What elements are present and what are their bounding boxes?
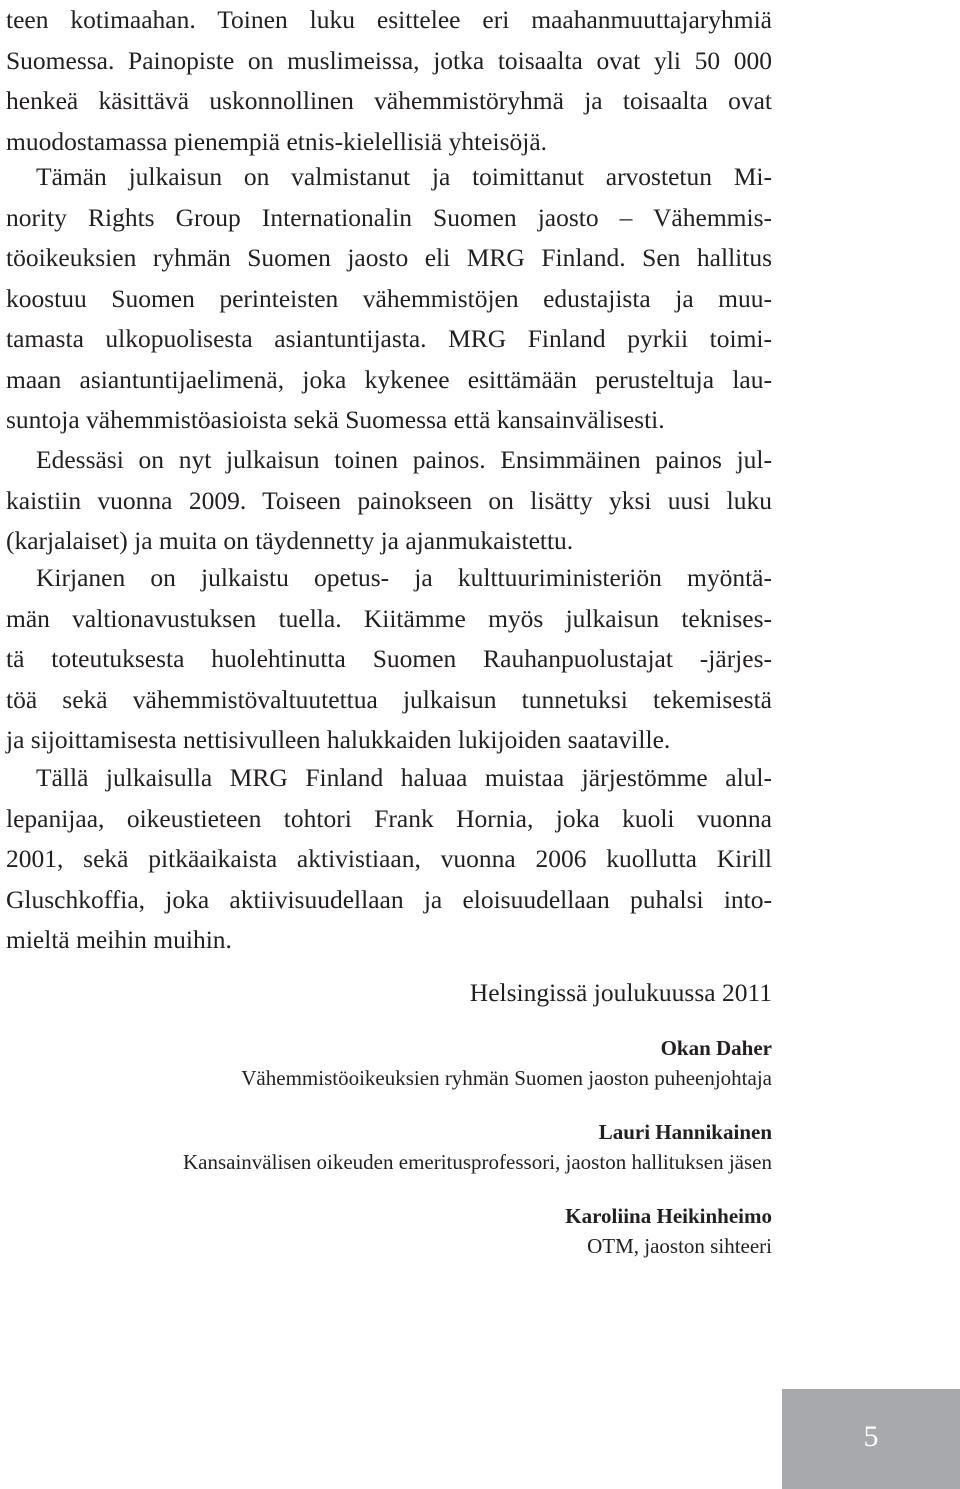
- text-line: tä toteutuksesta huolehtinutta Suomen Rauhanpuolustajat -järjes-: [6, 644, 772, 673]
- text-line: suntoja vähemmistöasioista sekä Suomessa että kansainvälisesti.: [6, 405, 665, 434]
- text-line: maan asiantuntijaelimenä, joka kykenee esittämään perusteltuja lau-: [6, 364, 772, 394]
- signatory-role: Vähemmistöoikeuksien ryhmän Suomen jaoston puheenjohtaja: [241, 1066, 772, 1090]
- text-line: töä sekä vähemmistövaltuutettua julkaisun tunnetuksi tekemisestä: [6, 684, 772, 714]
- text-line: ja sijoittamisesta nettisivulleen halukkaiden lukijoiden saataville.: [6, 725, 671, 754]
- text-line: Tämän julkaisun on valmistanut ja toimittanut arvostetun Mi-: [36, 162, 772, 191]
- text-line: nority Rights Group Internationalin Suomen jaosto – Vähemmis-: [6, 202, 772, 232]
- text-line: henkeä käsittävä uskonnollinen vähemmistöryhmä ja toisaalta ovat: [6, 86, 772, 115]
- paragraph-3: [6, 440, 772, 562]
- text-line: Gluschkoffia, joka aktiivisuudellaan ja eloisuudellaan puhalsi into-: [6, 884, 772, 914]
- text-line: Suomessa. Painopiste on muslimeissa, jotka toisaalta ovat yli 50 000: [6, 45, 772, 75]
- text-line: kaistiin vuonna 2009. Toiseen painokseen on lisätty yksi uusi luku: [6, 485, 772, 515]
- signatory-name: Okan Daher: [660, 1036, 772, 1060]
- paragraph-5: [6, 758, 772, 961]
- text-line: mieltä meihin muihin.: [6, 925, 232, 954]
- text-line: 2001, sekä pitkäaikaista aktivistiaan, vuonna 2006 kuollutta Kirill: [6, 844, 772, 873]
- text-line: Kirjanen on julkaistu opetus- ja kulttuuriministeriön myöntä-: [36, 563, 772, 592]
- text-line: koostuu Suomen perinteisten vähemmistöjen edustajista ja muu-: [6, 283, 772, 313]
- signatory-name: Lauri Hannikainen: [598, 1120, 772, 1144]
- paragraph-4: [6, 558, 772, 761]
- page-number: 5: [863, 1420, 879, 1453]
- signatory-block: [241, 1033, 772, 1093]
- page-number-tab: [782, 1389, 960, 1489]
- signatory-name: Karoliina Heikinheimo: [565, 1204, 772, 1228]
- signatory-role: OTM, jaoston sihteeri: [587, 1234, 772, 1258]
- signatory-block: [565, 1201, 772, 1261]
- text-line: lepanijaa, oikeustieteen tohtori Frank Hornia, joka kuoli vuonna: [6, 803, 772, 833]
- text-line: teen kotimaahan. Toinen luku esittelee eri maahanmuuttajaryhmiä: [6, 5, 772, 34]
- place-and-date: Helsingissä joulukuussa 2011: [469, 978, 772, 1007]
- text-line: män valtionavustuksen tuella. Kiitämme myös julkaisun teknises-: [6, 603, 772, 633]
- text-line: muodostamassa pienempiä etnis-kielellisiä yhteisöjä.: [6, 126, 548, 156]
- text-line: töoikeuksien ryhmän Suomen jaosto eli MRG Finland. Sen hallitus: [6, 243, 772, 272]
- text-line: (karjalaiset) ja muita on täydennetty ja ajanmukaistettu.: [6, 526, 574, 555]
- paragraph-2: [6, 157, 772, 441]
- text-line: Tällä julkaisulla MRG Finland haluaa muistaa järjestömme alul-: [36, 763, 772, 792]
- paragraph-1: [6, 0, 772, 162]
- signatory-role: Kansainvälisen oikeuden emeritusprofessori, jaoston hallituksen jäsen: [182, 1150, 772, 1174]
- text-line: Edessäsi on nyt julkaisun toinen painos. Ensimmäinen painos jul-: [36, 445, 772, 474]
- signatory-block: [183, 1117, 772, 1177]
- text-line: tamasta ulkopuolisesta asiantuntijasta. MRG Finland pyrkii toimi-: [6, 324, 772, 353]
